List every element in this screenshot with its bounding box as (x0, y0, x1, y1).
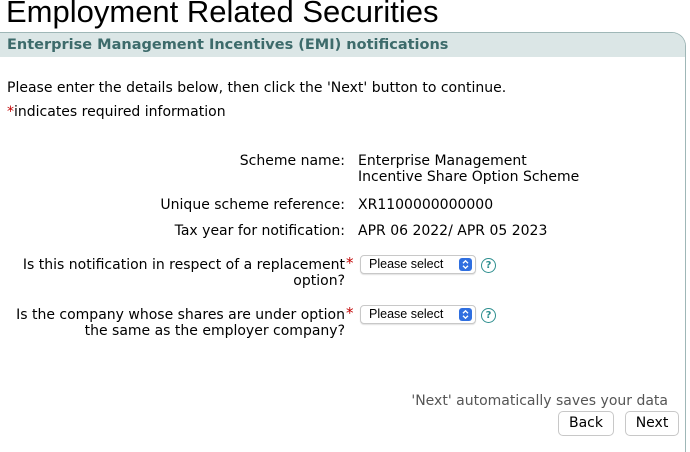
tax-year-value: APR 06 2022/ APR 05 2023 (358, 223, 548, 239)
replacement-option-label (23, 257, 345, 289)
scheme-name-line2: Incentive Share Option Scheme (358, 169, 580, 185)
replacement-option-select-value: Please select (369, 257, 444, 271)
autosave-note: 'Next' automatically saves your data (411, 393, 668, 409)
section-title: Enterprise Management Incentives (EMI) notifications (0, 33, 685, 57)
required-note-text: indicates required information (14, 104, 226, 120)
same-company-help-icon[interactable]: ? (481, 308, 496, 323)
next-button[interactable]: Next (625, 411, 679, 436)
replacement-option-line2: option? (293, 273, 345, 289)
updown-chevron-icon (459, 258, 472, 271)
replacement-option-select[interactable] (360, 255, 476, 274)
tax-year-label: Tax year for notification: (174, 223, 345, 239)
updown-chevron-icon (459, 308, 472, 321)
same-company-select[interactable] (360, 305, 476, 324)
same-company-select-value: Please select (369, 307, 444, 321)
required-note (7, 104, 226, 120)
replacement-help-icon[interactable]: ? (481, 258, 496, 273)
scheme-reference-label: Unique scheme reference: (160, 197, 345, 213)
page-title: Employment Related Securities (6, 0, 439, 29)
scheme-reference-value: XR1100000000000 (358, 197, 494, 213)
intro-text: Please enter the details below, then click the 'Next' button to continue. (7, 80, 507, 96)
required-star: * (7, 104, 14, 120)
scheme-name-value (358, 153, 579, 185)
replacement-required-star: * (346, 254, 354, 272)
back-button[interactable]: Back (558, 411, 614, 436)
same-company-line1: Is the company whose shares are under option (16, 307, 345, 323)
scheme-name-label: Scheme name: (239, 153, 345, 169)
replacement-option-line1: Is this notification in respect of a replacement (22, 257, 345, 273)
scheme-name-line1: Enterprise Management (358, 153, 527, 169)
same-company-required-star: * (346, 304, 354, 322)
same-company-label (16, 307, 345, 339)
same-company-line2: the same as the employer company? (84, 323, 345, 339)
